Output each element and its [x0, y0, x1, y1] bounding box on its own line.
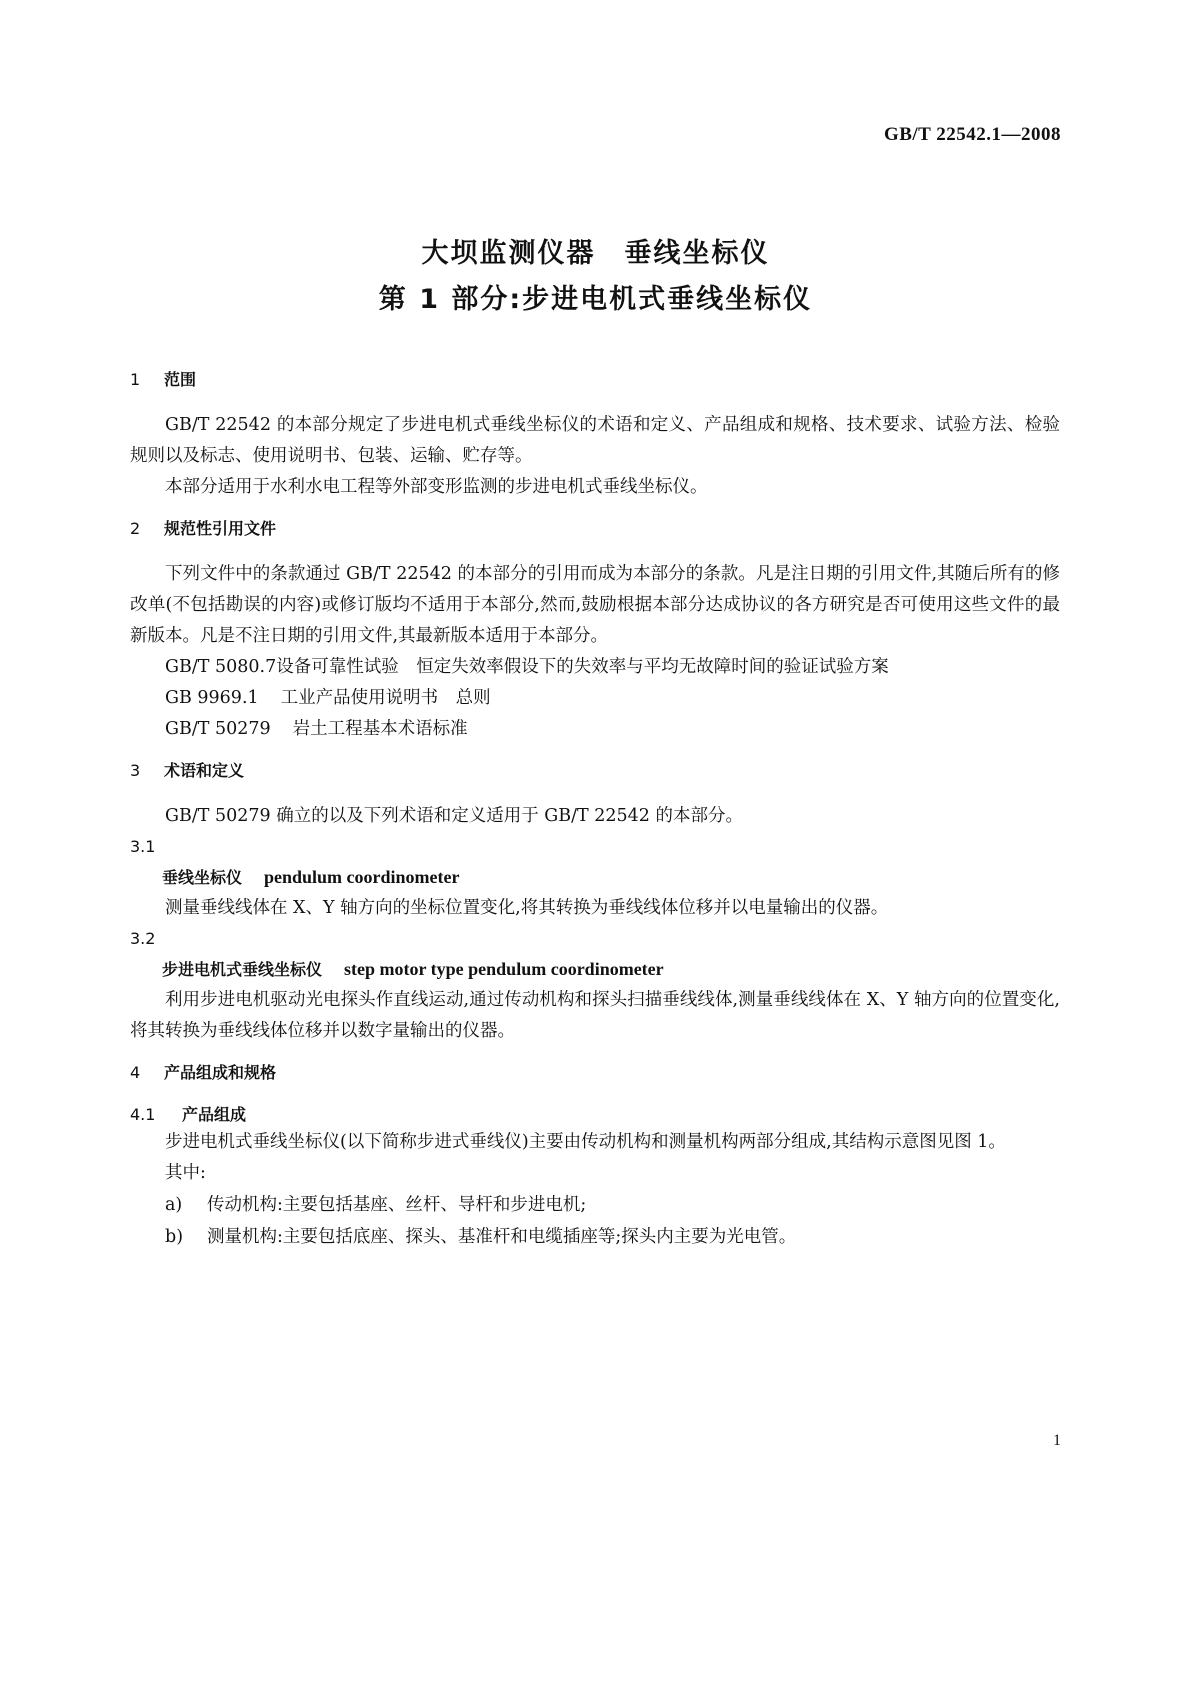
section-number: 2: [130, 519, 141, 538]
section-title: 术语和定义: [164, 761, 245, 780]
list-marker: a): [165, 1195, 183, 1215]
clause-number: 3.2: [130, 929, 156, 948]
term-english: step motor type pendulum coordinometer: [344, 959, 664, 979]
section-number: 4: [130, 1063, 141, 1082]
term-chinese: 垂线坐标仪: [162, 868, 243, 887]
document-number: GB/T 22542.1—2008: [883, 124, 1061, 145]
term-entry: [130, 862, 1060, 893]
paragraph: 下列文件中的条款通过 GB/T 22542 的本部分的引用而成为本部分的条款。凡是注日期的引用文件,其随后所有的修改单(不包括勘误的内容)或修订版均不适用于本部分,然而,鼓励根据本部分达成协议的各方研究是否可使用这些文件的最新版本。凡是不注日期的引用文件,其最新版本适用于本部分。: [130, 564, 1060, 646]
subsection-title: 产品组成: [182, 1105, 247, 1124]
list-item: [130, 1189, 1060, 1221]
section-heading-normative-references: [130, 517, 1060, 541]
reference-title: 工业产品使用说明书 总则: [280, 688, 491, 708]
reference-title: 设备可靠性试验 恒定失效率假设下的失效率与平均无故障时间的验证试验方案: [276, 657, 889, 677]
term-chinese: 步进电机式垂线坐标仪: [162, 960, 323, 979]
list-text: 传动机构:主要包括基座、丝杆、导杆和步进电机;: [207, 1195, 587, 1215]
term-definition: 测量垂线线体在 X、Y 轴方向的坐标位置变化,将其转换为垂线线体位移并以电量输出的仪器。: [165, 898, 889, 918]
subsection-number: 4.1: [130, 1105, 156, 1124]
reference-code: GB 9969.1: [165, 688, 259, 708]
term-english: pendulum coordinometer: [264, 867, 460, 887]
list-marker: b): [165, 1227, 184, 1247]
section-heading-composition-specs: [130, 1061, 1060, 1085]
list-item: [130, 1221, 1060, 1253]
paragraph: 本部分适用于水利水电工程等外部变形监测的步进电机式垂线坐标仪。: [165, 477, 708, 497]
paragraph: 其中:: [165, 1163, 206, 1183]
section-heading-terms-definitions: [130, 759, 1060, 783]
section-title: 产品组成和规格: [164, 1063, 277, 1082]
section-title: 规范性引用文件: [164, 519, 277, 538]
reference-item: [130, 683, 1060, 714]
term-entry: [130, 954, 1060, 985]
reference-item: [130, 652, 1060, 683]
reference-code: GB/T 5080.7: [165, 657, 277, 677]
section-title: 范围: [164, 370, 197, 389]
clause-number: 3.1: [130, 837, 156, 856]
reference-code: GB/T 50279: [165, 719, 271, 739]
paragraph: GB/T 50279 确立的以及下列术语和定义适用于 GB/T 22542 的本部分。: [165, 806, 743, 826]
paragraph: 步进电机式垂线坐标仪(以下简称步进式垂线仪)主要由传动机构和测量机构两部分组成,其结构示意图见图 1。: [165, 1132, 1006, 1152]
page-number: 1: [1053, 1432, 1061, 1449]
section-number: 3: [130, 761, 141, 780]
list-text: 测量机构:主要包括底座、探头、基准杆和电缆插座等;探头内主要为光电管。: [207, 1227, 797, 1247]
paragraph: GB/T 22542 的本部分规定了步进电机式垂线坐标仪的术语和定义、产品组成和规格、技术要求、试验方法、检验规则以及标志、使用说明书、包装、运输、贮存等。: [130, 415, 1060, 466]
reference-title: 岩土工程基本术语标准: [292, 719, 468, 739]
reference-item: [130, 714, 1060, 745]
term-definition: 利用步进电机驱动光电探头作直线运动,通过传动机构和探头扫描垂线线体,测量垂线线体在 X、Y 轴方向的位置变化,将其转换为垂线线体位移并以数字量输出的仪器。: [130, 990, 1060, 1041]
subsection-heading-composition: [130, 1103, 1060, 1127]
document-title-line1: 大坝监测仪器 垂线坐标仪: [421, 238, 770, 269]
document-body: [130, 368, 1060, 1253]
document-title-line2: 第 1 部分:步进电机式垂线坐标仪: [378, 284, 813, 315]
section-heading-scope: [130, 368, 1060, 392]
section-number: 1: [130, 370, 141, 389]
